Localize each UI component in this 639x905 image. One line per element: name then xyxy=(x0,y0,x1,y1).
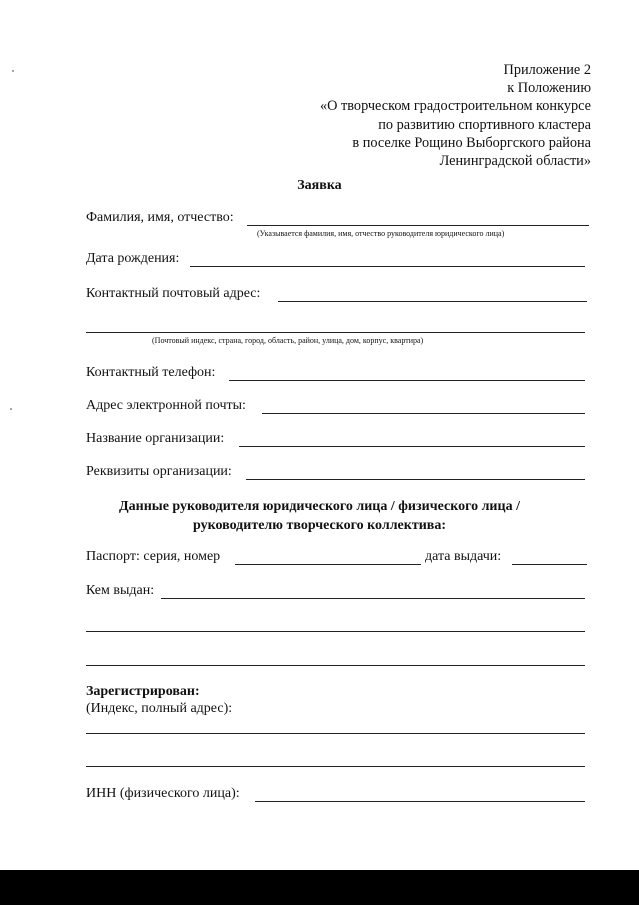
header-line: по развитию спортивного кластера xyxy=(378,116,591,133)
header-line: в поселке Рощино Выборгского района xyxy=(352,134,591,151)
section-title-line: руководителю творческого коллектива: xyxy=(192,517,446,533)
org-name-field[interactable] xyxy=(239,446,585,447)
passport-issue-date-field[interactable] xyxy=(512,564,587,565)
issued-by-label: Кем выдан: xyxy=(86,583,155,598)
passport-issue-date-label: дата выдачи: xyxy=(425,549,502,564)
postal-address-field[interactable] xyxy=(278,301,587,302)
header-line: «О творческом градостроительном конкурсе xyxy=(319,98,591,115)
section-title xyxy=(0,498,639,535)
fio-field[interactable] xyxy=(247,225,589,226)
birth-date-label: Дата рождения: xyxy=(86,251,180,266)
scan-bottom-edge xyxy=(0,870,639,905)
registered-address-field-line2[interactable] xyxy=(86,766,585,767)
scan-speck xyxy=(12,70,14,72)
scan-speck xyxy=(10,408,12,410)
appendix-header xyxy=(320,61,591,170)
form-title: Заявка xyxy=(297,178,342,193)
postal-address-field-line2[interactable] xyxy=(86,332,585,333)
header-line: к Положению xyxy=(507,80,591,97)
phone-label: Контактный телефон: xyxy=(86,365,216,380)
org-details-field[interactable] xyxy=(246,479,585,480)
registered-title: Зарегистрирован: xyxy=(86,684,200,699)
section-title-line: Данные руководителя юридического лица / физического лица / xyxy=(119,499,520,514)
issued-by-field[interactable] xyxy=(161,598,585,599)
header-line: Приложение 2 xyxy=(503,62,591,78)
fio-hint: (Указывается фамилия, имя, отчество руководителя юридического лица) xyxy=(257,229,505,238)
passport-series-field[interactable] xyxy=(235,564,421,565)
header-line: Ленинградской области» xyxy=(439,153,591,170)
inn-label: ИНН (физического лица): xyxy=(86,786,240,801)
registered-subtitle: (Индекс, полный адрес): xyxy=(86,701,233,716)
issued-by-field-line2[interactable] xyxy=(86,631,585,632)
email-field[interactable] xyxy=(262,413,585,414)
inn-field[interactable] xyxy=(255,801,585,802)
registered-address-field[interactable] xyxy=(86,733,585,734)
phone-field[interactable] xyxy=(229,380,585,381)
org-details-label: Реквизиты организации: xyxy=(86,464,232,479)
postal-address-hint: (Почтовый индекс, страна, город, область, район, улица, дом, корпус, квартира) xyxy=(152,336,424,345)
issued-by-field-line3[interactable] xyxy=(86,665,585,666)
org-name-label: Название организации: xyxy=(86,431,225,446)
birth-date-field[interactable] xyxy=(190,266,585,267)
fio-label: Фамилия, имя, отчество: xyxy=(86,210,234,225)
email-label: Адрес электронной почты: xyxy=(86,398,246,413)
postal-address-label: Контактный почтовый адрес: xyxy=(86,286,261,301)
passport-series-label: Паспорт: серия, номер xyxy=(86,549,221,564)
